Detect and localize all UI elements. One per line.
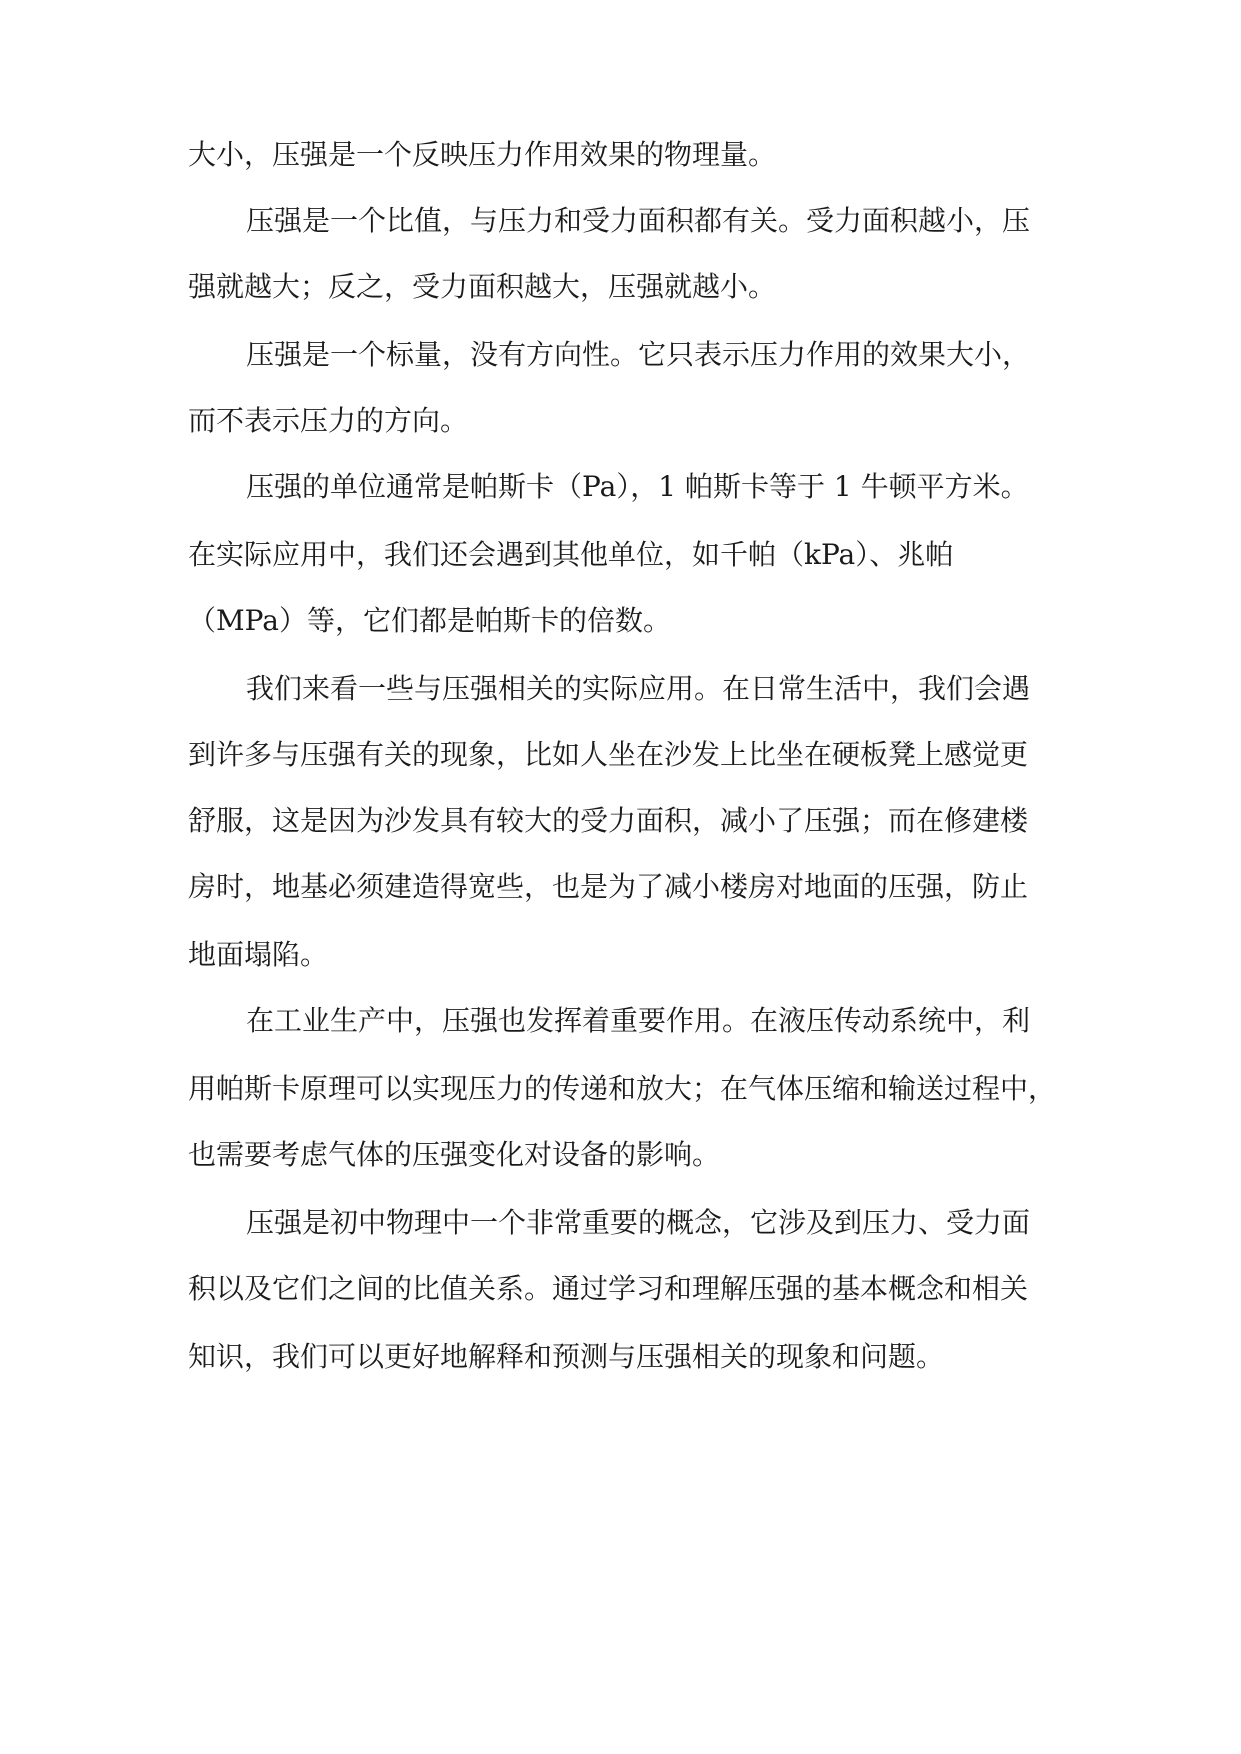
text-line: 压强的单位通常是帕斯卡（Pa），1 帕斯卡等于 1 牛顿平方米。	[246, 470, 1029, 503]
text-line: 到许多与压强有关的现象，比如人坐在沙发上比坐在硬板凳上感觉更	[188, 738, 1029, 771]
text-line: 在工业生产中，压强也发挥着重要作用。在液压传动系统中，利	[246, 1004, 1031, 1037]
text-line: 压强是初中物理中一个非常重要的概念，它涉及到压力、受力面	[246, 1206, 1031, 1239]
text-line: 积以及它们之间的比值关系。通过学习和理解压强的基本概念和相关	[188, 1272, 1029, 1305]
text-line: 也需要考虑气体的压强变化对设备的影响。	[188, 1138, 721, 1171]
text-line: 地面塌陷。	[188, 938, 329, 971]
text-line: 知识，我们可以更好地解释和预测与压强相关的现象和问题。	[188, 1340, 945, 1373]
text-line: 我们来看一些与压强相关的实际应用。在日常生活中，我们会遇	[246, 672, 1031, 705]
text-line: 房时，地基必须建造得宽些，也是为了减小楼房对地面的压强，防止	[188, 870, 1029, 903]
text-line: 用帕斯卡原理可以实现压力的传递和放大；在气体压缩和输送过程中，	[188, 1072, 1057, 1105]
text-line: 压强是一个比值，与压力和受力面积都有关。受力面积越小，压	[246, 204, 1031, 237]
text-line: 在实际应用中，我们还会遇到其他单位，如千帕（kPa）、兆帕	[188, 538, 954, 571]
text-line: 而不表示压力的方向。	[188, 404, 469, 437]
text-line: 大小，压强是一个反映压力作用效果的物理量。	[188, 138, 777, 171]
text-line: （MPa）等，它们都是帕斯卡的倍数。	[188, 604, 671, 637]
text-line: 舒服，这是因为沙发具有较大的受力面积，减小了压强；而在修建楼	[188, 804, 1029, 837]
text-line: 压强是一个标量，没有方向性。它只表示压力作用的效果大小，	[246, 338, 1031, 371]
text-line: 强就越大；反之，受力面积越大，压强就越小。	[188, 270, 777, 303]
